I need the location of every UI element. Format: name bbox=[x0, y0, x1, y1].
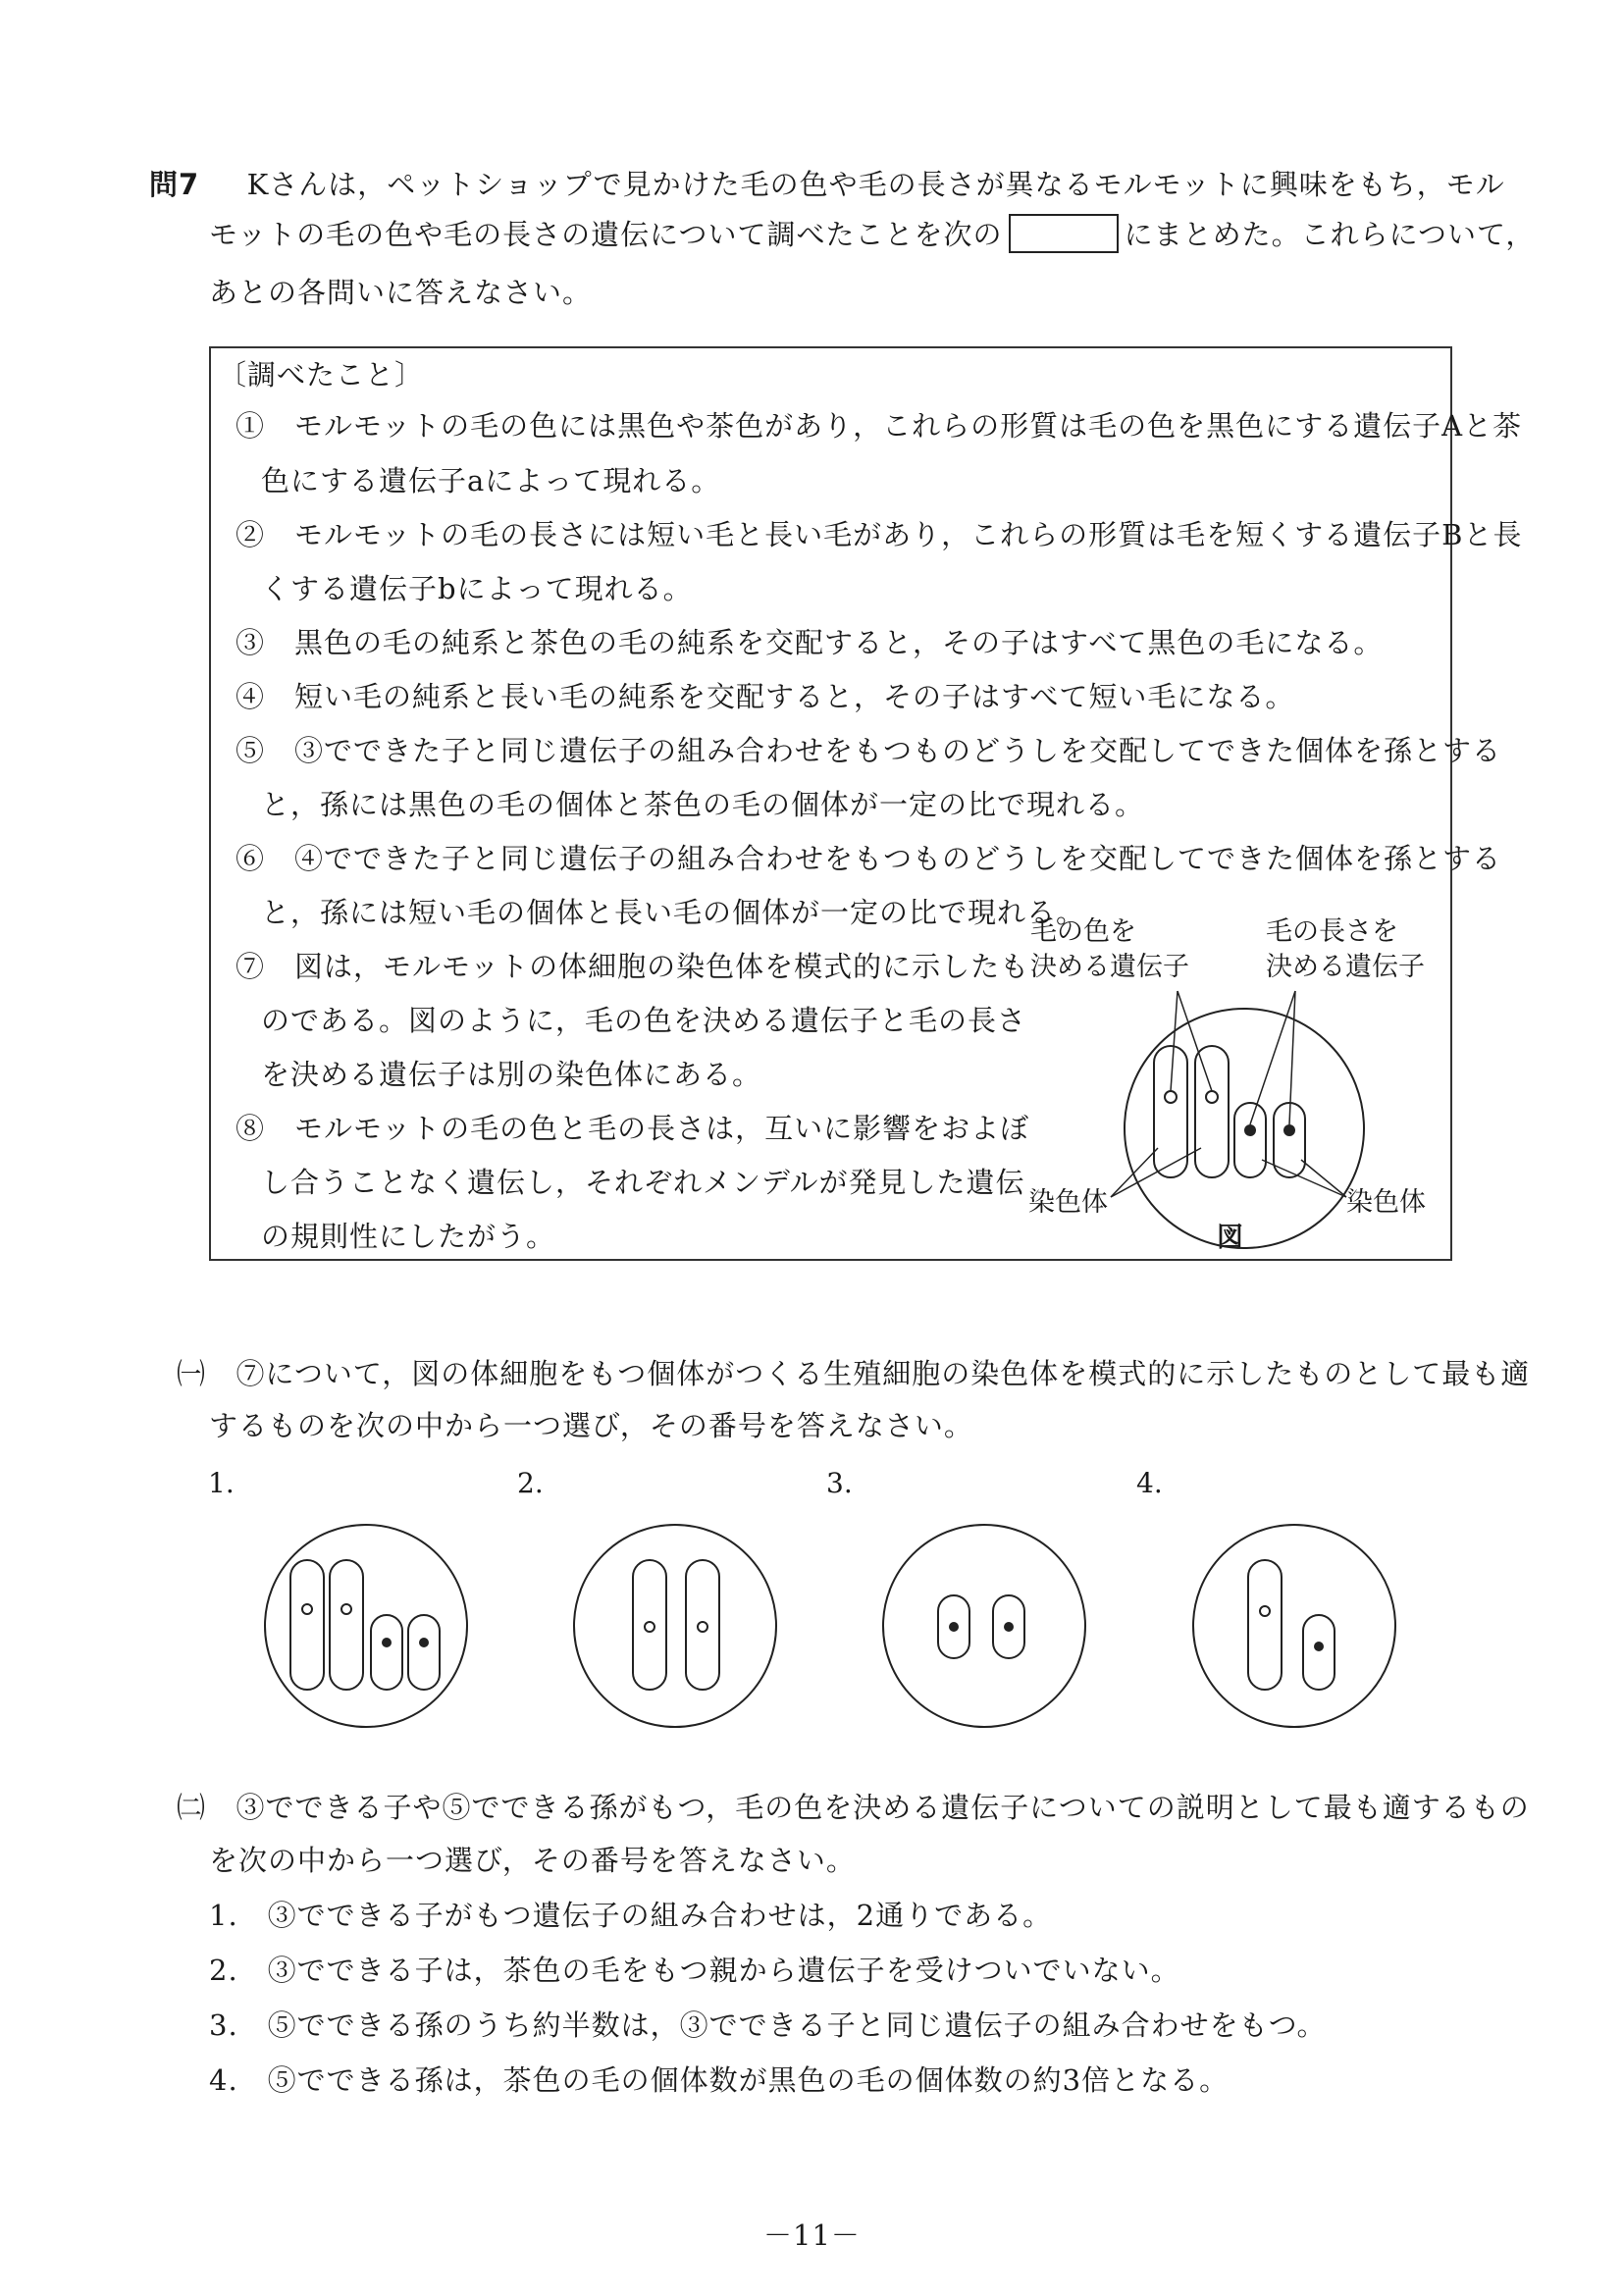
figure-label-chromosome-left: 染色体 bbox=[1028, 1187, 1108, 1218]
option-1-gene-4 bbox=[419, 1638, 429, 1647]
answer-blank-box bbox=[1009, 214, 1119, 253]
option-1-cell bbox=[263, 1523, 469, 1729]
box-item6-line2: と，孫には短い毛の個体と長い毛の個体が一定の比で現れる。 bbox=[261, 896, 1086, 929]
box-item2-line1: ② モルモットの毛の長さには短い毛と長い毛があり，これらの形質は毛を短くする遺伝子Bと長 bbox=[236, 518, 1523, 551]
figure-chromosome-long-2 bbox=[1195, 1046, 1229, 1177]
option-2-number: 2. bbox=[517, 1467, 544, 1499]
figure-chromosome-short-1 bbox=[1234, 1103, 1266, 1177]
box-item4: ④ 短い毛の純系と長い毛の純系を交配すると，その子はすべて短い毛になる。 bbox=[236, 680, 1295, 713]
question-intro-line3: あとの各問いに答えなさい。 bbox=[209, 276, 593, 309]
part-b-choice-4: 4. ⑤でできる孫は，茶色の毛の個体数が黒色の毛の個体数の約3倍となる。 bbox=[209, 2063, 1230, 2097]
option-1-chromosome-short-2 bbox=[408, 1615, 440, 1690]
option-2-cell bbox=[572, 1523, 778, 1729]
part-a-line2: するものを次の中から一つ選び，その番号を答えなさい。 bbox=[209, 1409, 973, 1442]
box-item8-line2: し合うことなく遺伝し，それぞれメンデルが発見した遺伝 bbox=[261, 1166, 1025, 1199]
option-1-chromosome-long-1 bbox=[290, 1560, 324, 1690]
figure-pointer-chromosome-left-1 bbox=[1111, 1148, 1158, 1197]
part-b-line2: を次の中から一つ選び，その番号を答えなさい。 bbox=[209, 1844, 856, 1877]
option-1-gene-1 bbox=[302, 1604, 312, 1614]
figure-pointer-chromosome-left-2 bbox=[1111, 1148, 1201, 1197]
option-3-number: 3. bbox=[826, 1467, 853, 1499]
option-1-gene-2 bbox=[341, 1604, 351, 1614]
box-item7-line2: のである。図のように，毛の色を決める遺伝子と毛の長さ bbox=[261, 1004, 1027, 1037]
part-a-text1: ⑦について，図の体細胞をもつ個体がつくる生殖細胞の染色体を模式的に示したものとして最も適 bbox=[236, 1357, 1531, 1390]
option-4-number: 4. bbox=[1136, 1467, 1163, 1499]
box-item8-line3: の規則性にしたがう。 bbox=[261, 1220, 556, 1253]
figure-gene-color-1 bbox=[1165, 1091, 1177, 1103]
part-b-line1 bbox=[177, 1788, 1530, 1827]
question-intro-line2 bbox=[209, 214, 1535, 259]
figure-label-color-1: 毛の色を bbox=[1030, 916, 1136, 947]
figure-label-length-2: 決める遺伝子 bbox=[1266, 952, 1425, 982]
part-b-label: ㈡ bbox=[177, 1791, 207, 1824]
figure-pointer-chromosome-right-2 bbox=[1301, 1160, 1346, 1197]
question-number: 問7 bbox=[149, 168, 200, 201]
option-1-membrane bbox=[265, 1525, 467, 1727]
option-1-number: 1. bbox=[208, 1467, 235, 1499]
option-4-chromosome-long bbox=[1248, 1560, 1282, 1690]
box-item7-line3: を決める遺伝子は別の染色体にある。 bbox=[261, 1058, 762, 1091]
box-title: 〔調べたこと〕 bbox=[218, 358, 425, 391]
figure-body-cell bbox=[1119, 1001, 1374, 1256]
box-item7-line1: ⑦ 図は，モルモットの体細胞の染色体を模式的に示したも bbox=[236, 950, 1030, 983]
option-3-gene-2 bbox=[1004, 1622, 1014, 1632]
question-intro-text1: Kさんは，ペットショップで見かけた毛の色や毛の長さが異なるモルモットに興味をもち，モル bbox=[246, 168, 1505, 201]
figure-pointer-color-1 bbox=[1171, 991, 1178, 1091]
figure-gene-length-1 bbox=[1244, 1124, 1256, 1136]
option-2-gene-2 bbox=[698, 1622, 707, 1632]
figure-label-color-2: 決める遺伝子 bbox=[1030, 952, 1189, 982]
part-a-line1 bbox=[177, 1354, 1530, 1393]
figure-label-length-1: 毛の長さを bbox=[1266, 916, 1398, 947]
figure-gene-length-2 bbox=[1283, 1124, 1295, 1136]
question-intro-line1 bbox=[149, 165, 1505, 204]
option-4-gene-1 bbox=[1260, 1606, 1270, 1616]
box-item2-line2: くする遺伝子bによって現れる。 bbox=[261, 572, 693, 605]
question-intro-text2a: モットの毛の色や毛の長さの遺伝について調べたことを次の bbox=[209, 218, 1003, 251]
part-a-label: ㈠ bbox=[177, 1357, 207, 1390]
option-4-gene-2 bbox=[1314, 1642, 1324, 1651]
option-1-gene-3 bbox=[382, 1638, 392, 1647]
figure-pointer-length-1 bbox=[1250, 991, 1295, 1124]
part-b-choice-2: 2. ③でできる子は，茶色の毛をもつ親から遺伝子を受けついでいない。 bbox=[209, 1954, 1180, 1987]
figure-caption: 図 bbox=[1217, 1223, 1243, 1253]
figure-label-chromosome-right: 染色体 bbox=[1346, 1187, 1426, 1218]
box-item8-line1: ⑧ モルモットの毛の色と毛の長さは，互いに影響をおよぼ bbox=[236, 1112, 1030, 1145]
figure-cell-membrane bbox=[1125, 1009, 1364, 1248]
option-1-chromosome-short-1 bbox=[371, 1615, 402, 1690]
part-b-text1: ③でできる子や⑤でできる孫がもつ，毛の色を決める遺伝子についての説明として最も適するもの bbox=[236, 1791, 1530, 1824]
box-item5-line2: と，孫には黒色の毛の個体と茶色の毛の個体が一定の比で現れる。 bbox=[261, 788, 1145, 821]
option-4-membrane bbox=[1193, 1525, 1395, 1727]
page-number: －11－ bbox=[763, 2218, 861, 2252]
option-4-chromosome-short bbox=[1303, 1615, 1335, 1690]
part-b-choice-1: 1. ③でできる子がもつ遺伝子の組み合わせは，2通りである。 bbox=[209, 1899, 1053, 1932]
option-2-gene-1 bbox=[645, 1622, 654, 1632]
box-item3: ③ 黒色の毛の純系と茶色の毛の純系を交配すると，その子はすべて黒色の毛になる。 bbox=[236, 626, 1384, 659]
option-3-gene-1 bbox=[949, 1622, 959, 1632]
option-4-cell bbox=[1191, 1523, 1397, 1729]
box-item1-line2: 色にする遺伝子aによって現れる。 bbox=[261, 464, 721, 497]
question-intro-text2b: にまとめた。これらについて， bbox=[1124, 218, 1536, 251]
figure-gene-color-2 bbox=[1206, 1091, 1218, 1103]
option-1-chromosome-long-2 bbox=[330, 1560, 363, 1690]
box-item5-line1: ⑤ ③でできた子と同じ遺伝子の組み合わせをもつものどうしを交配してできた個体を孫とする bbox=[236, 734, 1502, 767]
box-item6-line1: ⑥ ④でできた子と同じ遺伝子の組み合わせをもつものどうしを交配してできた個体を孫とする bbox=[236, 842, 1502, 875]
option-3-membrane bbox=[883, 1525, 1085, 1727]
option-2-membrane bbox=[574, 1525, 776, 1727]
box-item1-line1: ① モルモットの毛の色には黒色や茶色があり，これらの形質は毛の色を黒色にする遺伝子Aと茶 bbox=[236, 409, 1523, 443]
option-3-cell bbox=[881, 1523, 1087, 1729]
part-b-choice-3: 3. ⑤でできる孫のうち約半数は，③でできる子と同じ遺伝子の組み合わせをもつ。 bbox=[209, 2009, 1327, 2042]
